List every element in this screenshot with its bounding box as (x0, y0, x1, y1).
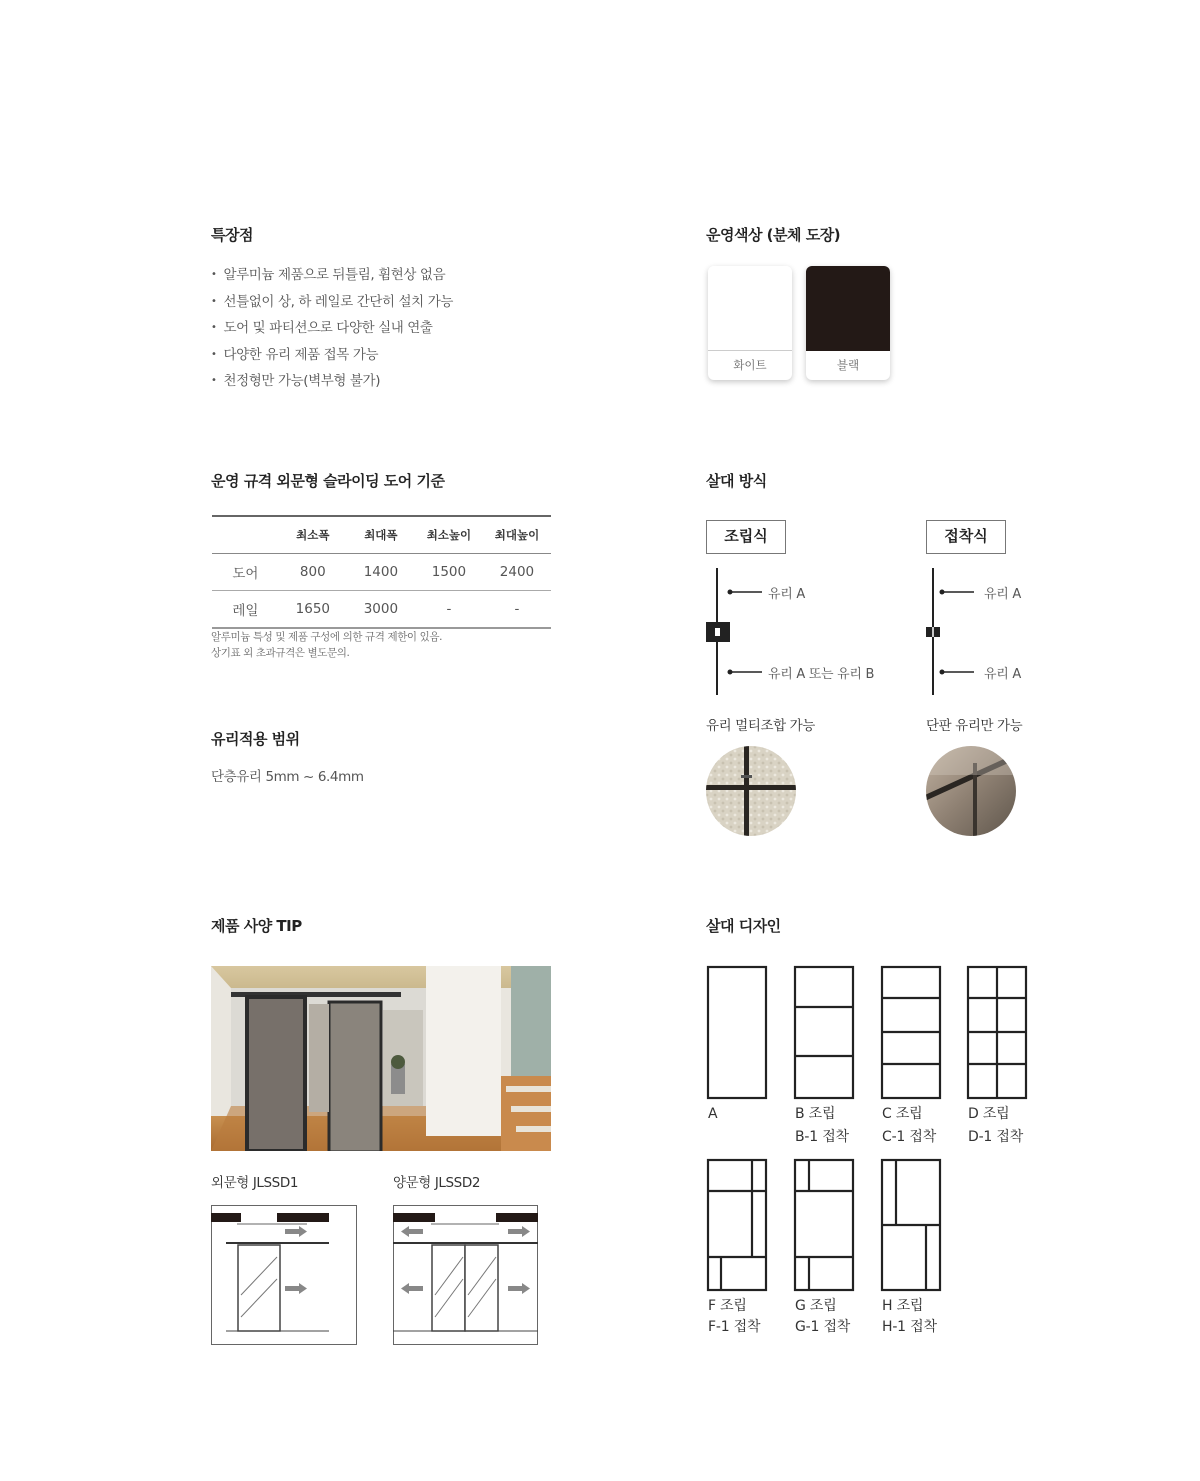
design-label-line: F 조립 (708, 1298, 747, 1314)
features-list (211, 263, 453, 396)
design-label-h (882, 1296, 937, 1338)
feature-item: • 도어 및 파티션으로 다양한 실내 연출 (211, 316, 453, 343)
table-cell: 2400 (483, 554, 551, 591)
design-frame-f (708, 1160, 766, 1290)
table-header: 최대높이 (483, 516, 551, 554)
single-door-label: 외문형 JLSSD1 (211, 1175, 299, 1191)
table-header: 최소폭 (279, 516, 347, 554)
design-label-line: G 조립 (795, 1298, 837, 1314)
design-label-b (795, 1103, 849, 1149)
feature-item: • 알루미늄 제품으로 뒤틀림, 휨현상 없음 (211, 263, 453, 290)
table-cell: - (483, 591, 551, 629)
table-header: 최대폭 (347, 516, 415, 554)
design-label-c (882, 1103, 936, 1149)
design-frame-a (708, 967, 766, 1098)
adhesive-glass-top: 유리 A (984, 587, 1021, 602)
design-frame-g (795, 1160, 853, 1290)
spec-note-1: 알루미늄 특성 및 제품 구성에 의한 규격 제한이 있음. (211, 631, 443, 643)
design-label-line: D 조립 (968, 1106, 1010, 1122)
black-fill (806, 266, 890, 351)
assembly-glass-top: 유리 A (768, 587, 805, 602)
glass-title: 유리적용 범위 (211, 730, 300, 748)
table-cell: - (415, 591, 483, 629)
design-label-d (968, 1103, 1023, 1149)
assembly-type-label: 조립식 (706, 520, 786, 554)
design-label-line: H 조립 (882, 1298, 924, 1314)
table-cell: 1500 (415, 554, 483, 591)
adhesive-glass-bottom: 유리 A (984, 667, 1021, 682)
feature-item: • 다양한 유리 제품 접목 가능 (211, 343, 453, 370)
assembly-glass-bottom: 유리 A 또는 유리 B (768, 667, 875, 682)
table-cell: 800 (279, 554, 347, 591)
design-label-line: C 조립 (882, 1106, 923, 1122)
table-cell: 1650 (279, 591, 347, 629)
color-swatch-black (806, 266, 890, 380)
table-row (212, 554, 551, 591)
table-header (212, 516, 279, 554)
design-label-line: F-1 접착 (708, 1319, 761, 1335)
white-fill (708, 266, 792, 351)
design-label-line: H-1 접착 (882, 1319, 937, 1335)
black-label: 블랙 (836, 358, 860, 372)
design-label-line: D-1 접착 (968, 1129, 1024, 1145)
white-label: 화이트 (733, 358, 767, 372)
spec-table (212, 515, 551, 629)
double-door-diagram (393, 1205, 538, 1345)
design-label-line: A (708, 1106, 718, 1122)
product-photo (211, 966, 551, 1151)
double-door-label: 양문형 JLSSD2 (393, 1175, 481, 1191)
adhesive-type-label: 접착식 (926, 520, 1006, 554)
design-label-g (795, 1296, 850, 1338)
single-door-diagram (211, 1205, 357, 1345)
spec-title: 운영 규격 외문형 슬라이딩 도어 기준 (211, 472, 445, 490)
assembly-glass-sample (705, 745, 797, 837)
mullion-title: 살대 방식 (706, 472, 767, 490)
table-header: 최소높이 (415, 516, 483, 554)
design-label-line: B-1 접착 (795, 1129, 849, 1145)
tip-title: 제품 사양 TIP (211, 917, 302, 935)
features-title: 특장점 (211, 226, 253, 244)
design-frame-b (795, 967, 853, 1098)
table-cell: 도어 (212, 554, 279, 591)
assembly-caption: 유리 멀티조합 가능 (706, 718, 815, 734)
spec-note-2: 상기표 외 초과규격은 별도문의. (211, 647, 350, 659)
adhesive-caption: 단판 유리만 가능 (926, 718, 1023, 734)
table-header-row (212, 516, 551, 554)
design-title: 살대 디자인 (706, 917, 781, 935)
table-cell: 레일 (212, 591, 279, 629)
colors-title: 운영색상 (분체 도장) (706, 226, 841, 244)
design-label-line: C-1 접착 (882, 1129, 937, 1145)
color-swatch-white (708, 266, 792, 380)
spec-note (211, 629, 442, 661)
design-label-a (708, 1103, 717, 1126)
table-row (212, 591, 551, 629)
table-cell: 3000 (347, 591, 415, 629)
table-cell: 1400 (347, 554, 415, 591)
design-label-line: B 조립 (795, 1106, 836, 1122)
design-label-line: G-1 접착 (795, 1319, 851, 1335)
design-label-f (708, 1296, 760, 1338)
feature-item: • 천정형만 가능(벽부형 불가) (211, 369, 453, 396)
glass-text: 단층유리 5mm ~ 6.4mm (211, 769, 364, 785)
feature-item: • 선틀없이 상, 하 레일로 간단히 설치 가능 (211, 290, 453, 317)
adhesive-glass-sample (925, 745, 1017, 837)
